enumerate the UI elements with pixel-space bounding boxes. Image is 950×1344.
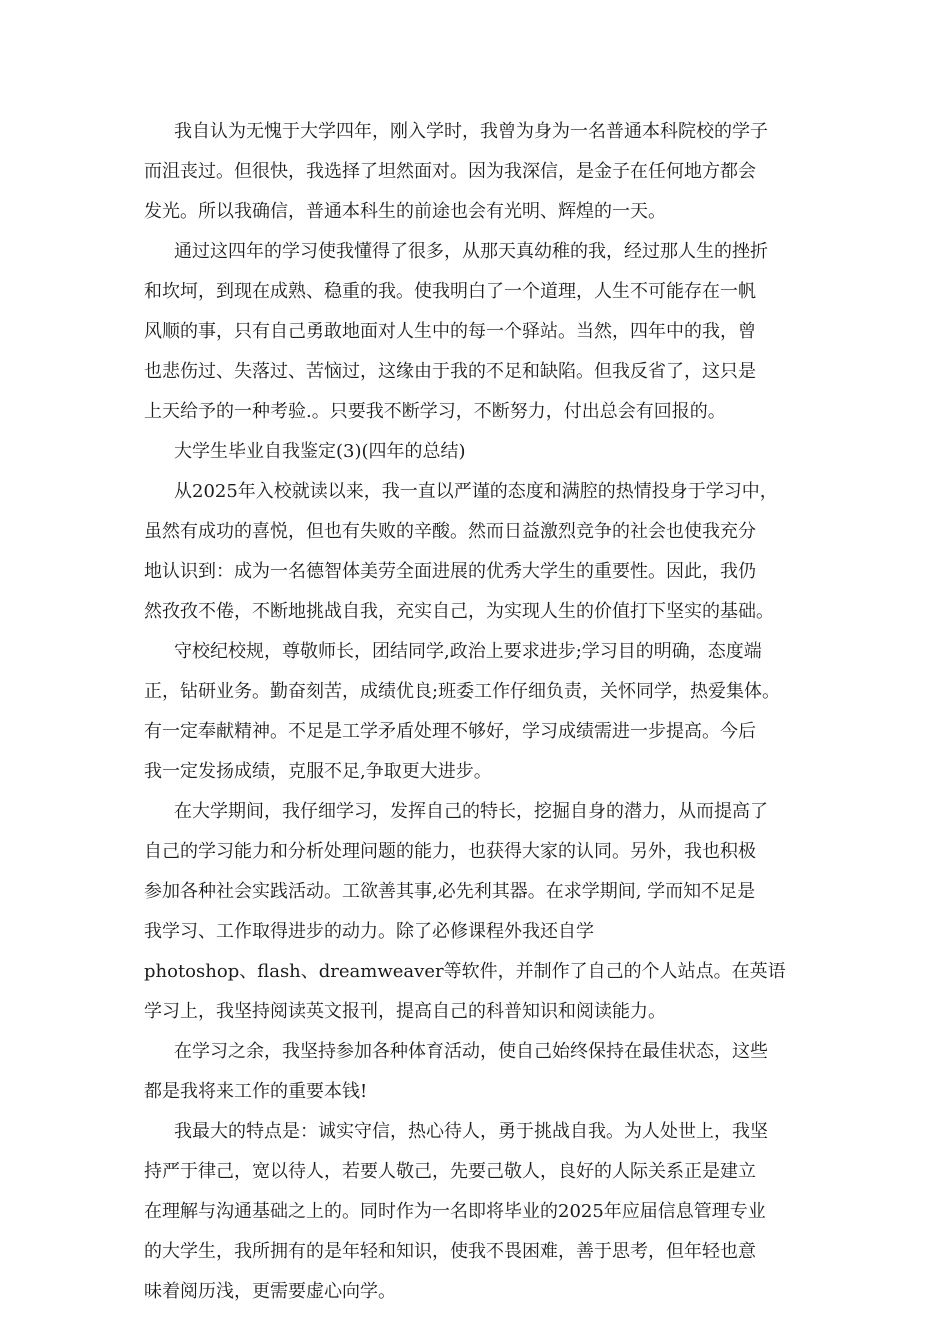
text-line: 我学习、工作取得进步的动力。除了必修课程外我还自学 xyxy=(144,921,594,942)
section-heading: 大学生毕业自我鉴定(3)(四年的总结) xyxy=(174,441,466,462)
text-line: 而沮丧过。但很快，我选择了坦然面对。因为我深信，是金子在任何地方都会 xyxy=(144,161,756,182)
text-line: 在大学期间，我仔细学习，发挥自己的特长，挖掘自身的潜力，从而提高了 xyxy=(174,801,768,822)
text-line: 然孜孜不倦，不断地挑战自我，充实自己，为实现人生的价值打下坚实的基础。 xyxy=(144,601,774,622)
text-line: 都是我将来工作的重要本钱! xyxy=(144,1081,368,1102)
text-line: 上天给予的一种考验.。只要我不断学习，不断努力，付出总会有回报的。 xyxy=(144,401,726,422)
text-line: 参加各种社会实践活动。工欲善其事,必先利其器。在求学期间, 学而知不足是 xyxy=(144,881,756,902)
text-line: 发光。所以我确信，普通本科生的前途也会有光明、辉煌的一天。 xyxy=(144,201,666,222)
text-line: 自己的学习能力和分析处理问题的能力，也获得大家的认同。另外，我也积极 xyxy=(144,841,756,862)
text-line: 通过这四年的学习使我懂得了很多，从那天真幼稚的我，经过那人生的挫折 xyxy=(174,241,768,262)
text-line: 也悲伤过、失落过、苦恼过，这缘由于我的不足和缺陷。但我反省了，这只是 xyxy=(144,361,756,382)
text-line: 学习上，我坚持阅读英文报刊，提高自己的科普知识和阅读能力。 xyxy=(144,1001,666,1022)
text-line: 持严于律己，宽以待人，若要人敬己，先要己敬人，良好的人际关系正是建立 xyxy=(144,1161,756,1182)
text-line: 虽然有成功的喜悦，但也有失败的辛酸。然而日益激烈竞争的社会也使我充分 xyxy=(144,521,756,542)
text-line: 我一定发扬成绩，克服不足,争取更大进步。 xyxy=(144,761,492,782)
text-line: 地认识到：成为一名德智体美劳全面进展的优秀大学生的重要性。因此，我仍 xyxy=(144,561,756,582)
text-line: 正，钻研业务。勤奋刻苦，成绩优良;班委工作仔细负责，关怀同学，热爱集体。 xyxy=(144,681,781,702)
text-line: 我自认为无愧于大学四年，刚入学时，我曾为身为一名普通本科院校的学子 xyxy=(174,121,768,142)
text-line: 我最大的特点是：诚实守信，热心待人，勇于挑战自我。为人处世上，我坚 xyxy=(174,1121,768,1142)
text-line: 和坎坷，到现在成熟、稳重的我。使我明白了一个道理，人生不可能存在一帆 xyxy=(144,281,756,302)
text-line: 在学习之余，我坚持参加各种体育活动，使自己始终保持在最佳状态，这些 xyxy=(174,1041,768,1062)
text-line: 风顺的事，只有自己勇敢地面对人生中的每一个驿站。当然，四年中的我，曾 xyxy=(144,321,756,342)
text-line: 有一定奉献精神。不足是工学矛盾处理不够好，学习成绩需进一步提高。今后 xyxy=(144,721,756,742)
text-line: 味着阅历浅，更需要虚心向学。 xyxy=(144,1281,396,1302)
text-line: photoshop、flash、dreamweaver等软件，并制作了自己的个人站点。在英语 xyxy=(144,961,786,982)
text-line: 在理解与沟通基础之上的。同时作为一名即将毕业的2025年应届信息管理专业 xyxy=(144,1201,766,1222)
text-line: 的大学生，我所拥有的是年轻和知识，使我不畏困难，善于思考，但年轻也意 xyxy=(144,1241,756,1262)
text-line: 守校纪校规，尊敬师长，团结同学,政治上要求进步;学习目的明确，态度端 xyxy=(174,641,762,662)
text-line: 从2025年入校就读以来，我一直以严谨的态度和满腔的热情投身于学习中， xyxy=(174,481,778,502)
